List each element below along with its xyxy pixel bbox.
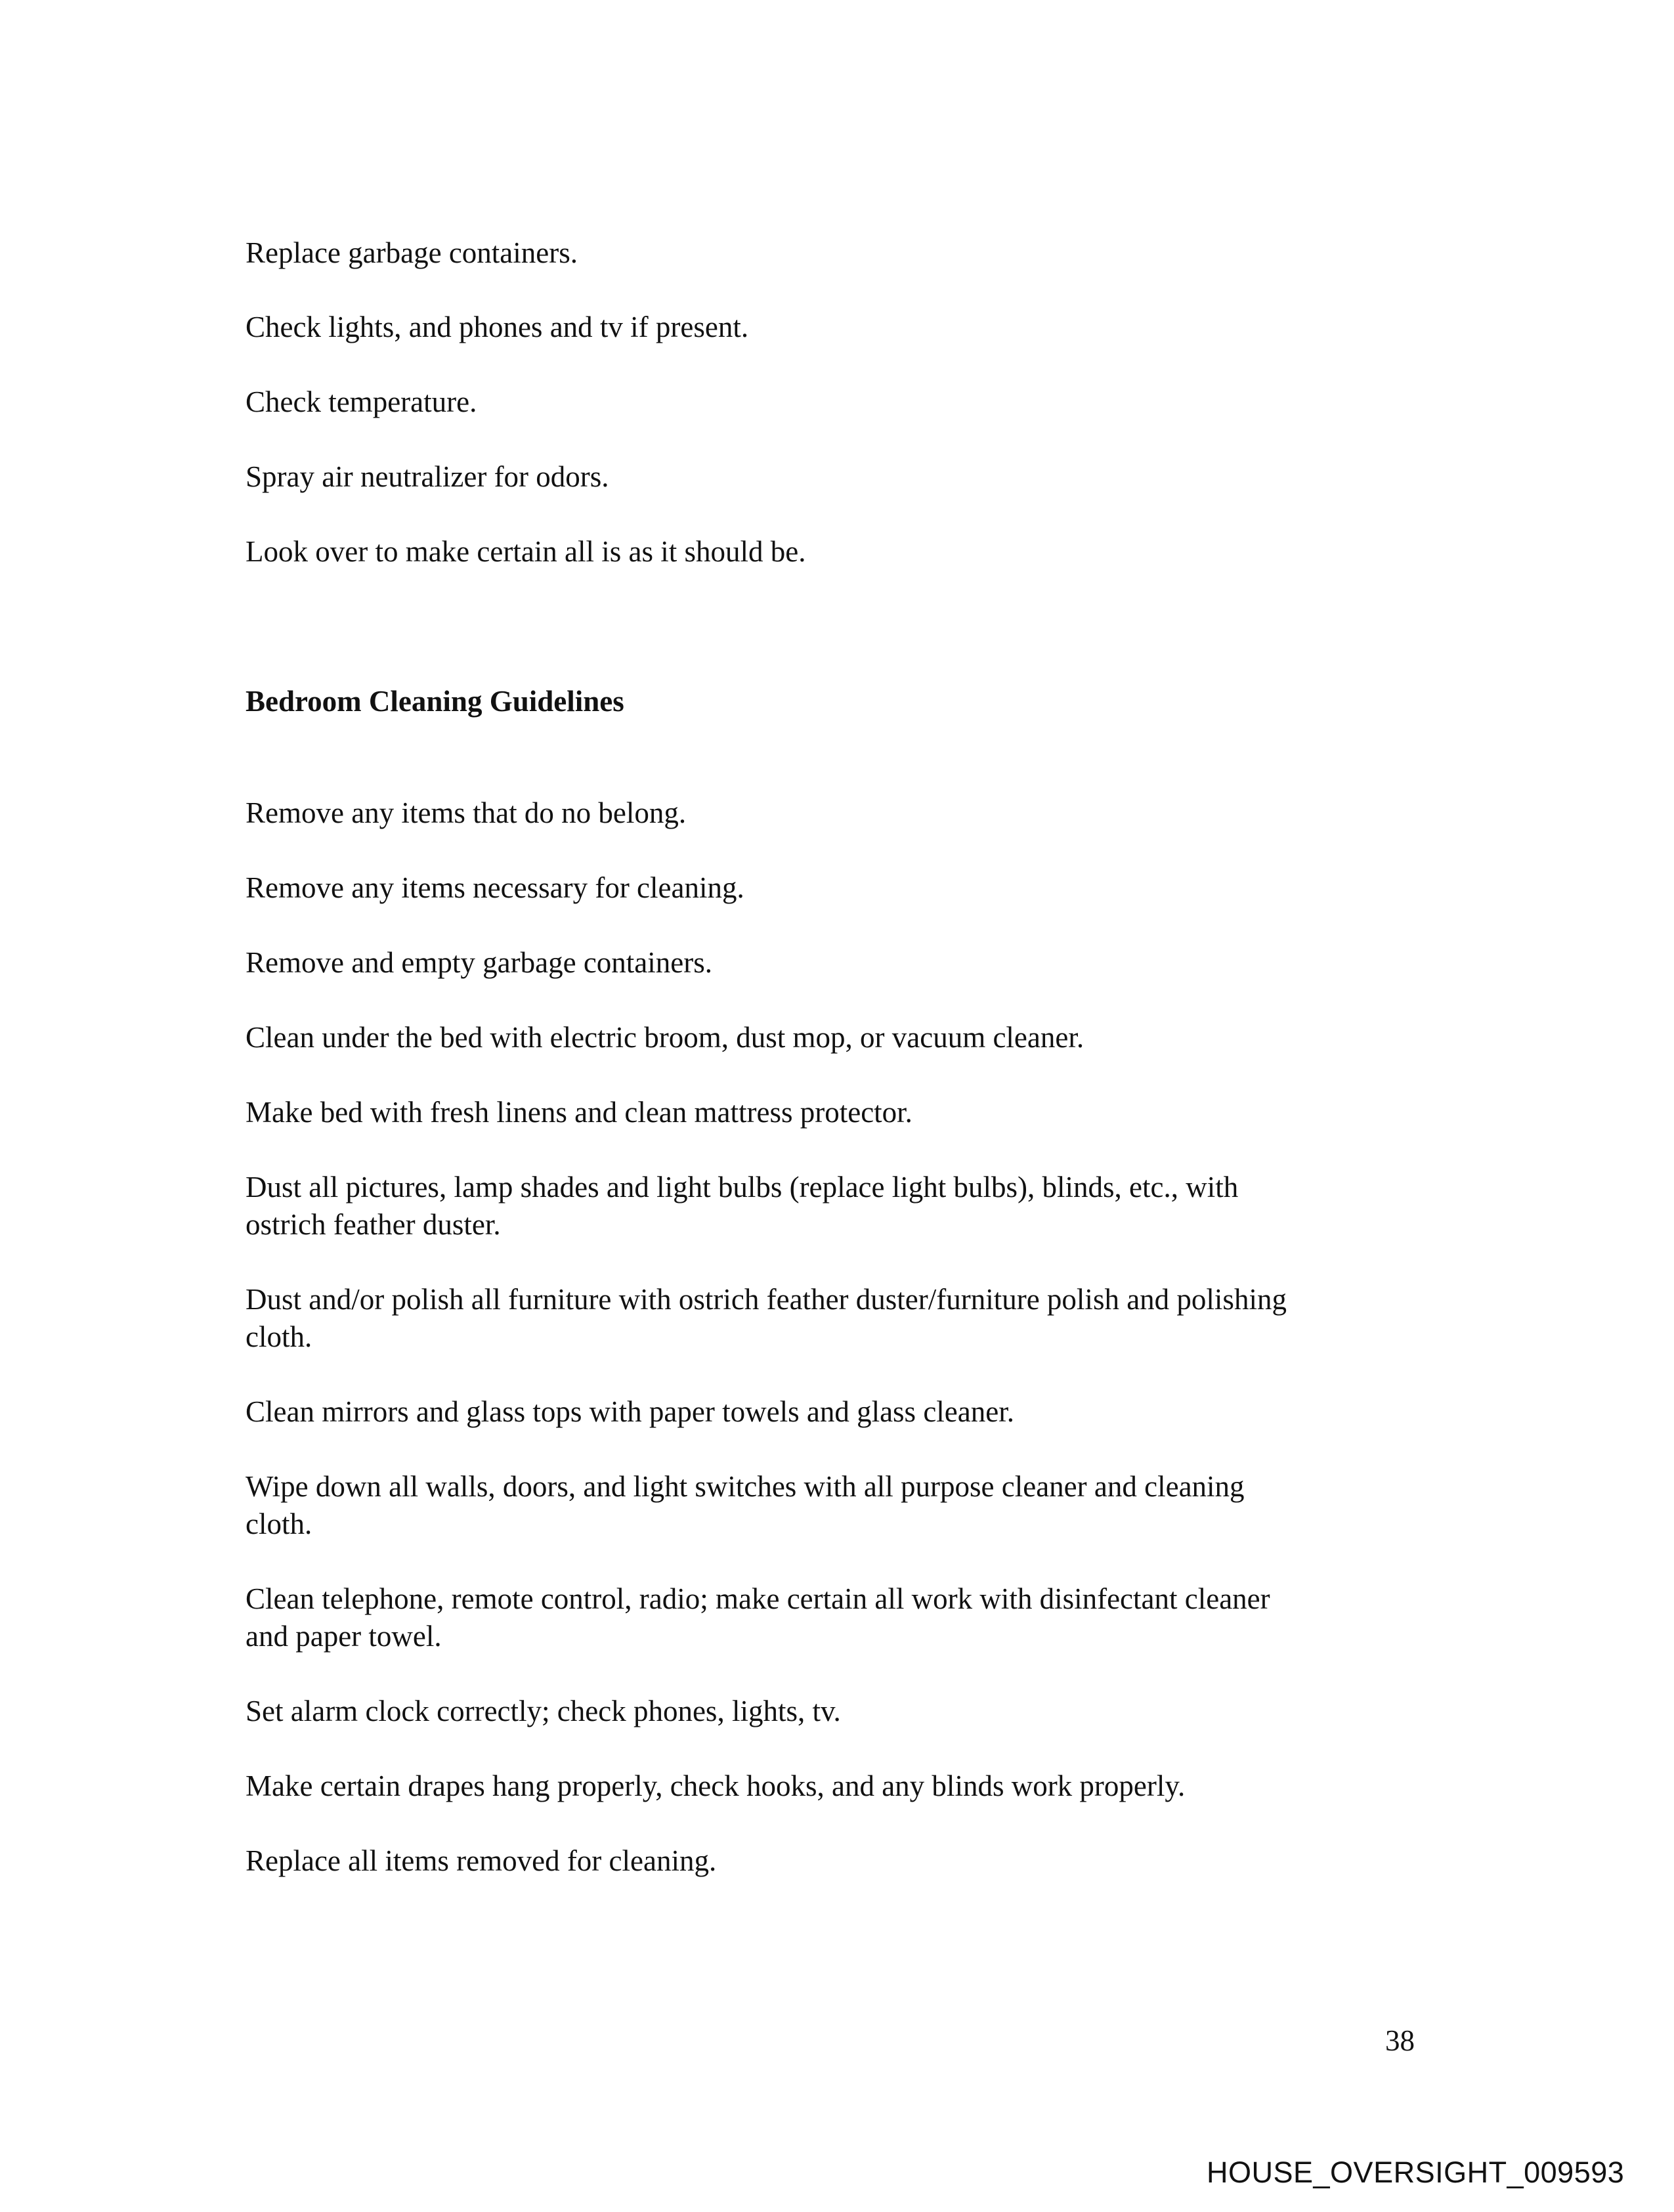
instruction-line: Set alarm clock correctly; check phones, lights, tv. [246, 1695, 841, 1727]
instruction-line: Spray air neutralizer for odors. [246, 460, 609, 493]
instruction-line: Clean mirrors and glass tops with paper towels and glass cleaner. [246, 1395, 1014, 1428]
instruction-line: Replace all items removed for cleaning. [246, 1844, 717, 1877]
instruction-line: Remove any items necessary for cleaning. [246, 871, 744, 904]
instruction-line-continued: cloth. [246, 1507, 312, 1540]
instruction-line: Remove any items that do no belong. [246, 796, 687, 829]
instruction-line: Replace garbage containers. [246, 236, 578, 269]
instruction-line: Make bed with fresh linens and clean mattress protector. [246, 1096, 912, 1129]
instruction-line: Remove and empty garbage containers. [246, 946, 712, 979]
instruction-line: Dust and/or polish all furniture with ostrich feather duster/furniture polish and polishing [246, 1283, 1287, 1316]
instruction-line: Look over to make certain all is as it should be. [246, 535, 806, 568]
instruction-line: Clean under the bed with electric broom, dust mop, or vacuum cleaner. [246, 1021, 1084, 1054]
page-number: 38 [1385, 2024, 1415, 2057]
instruction-line: Make certain drapes hang properly, check hooks, and any blinds work properly. [246, 1769, 1186, 1802]
instruction-line: Dust all pictures, lamp shades and light bulbs (replace light bulbs), blinds, etc., with [246, 1171, 1239, 1204]
instruction-line: Check temperature. [246, 385, 477, 418]
instruction-line-continued: ostrich feather duster. [246, 1208, 501, 1241]
instruction-line: Wipe down all walls, doors, and light switches with all purpose cleaner and cleaning [246, 1470, 1245, 1503]
instruction-line: Clean telephone, remote control, radio; make certain all work with disinfectant cleaner [246, 1582, 1270, 1615]
instruction-line-continued: cloth. [246, 1320, 312, 1353]
instruction-line: Check lights, and phones and tv if present. [246, 311, 749, 343]
section-heading: Bedroom Cleaning Guidelines [246, 685, 624, 718]
instruction-line-continued: and paper towel. [246, 1620, 442, 1653]
bates-number: HOUSE_OVERSIGHT_009593 [1207, 2156, 1625, 2189]
